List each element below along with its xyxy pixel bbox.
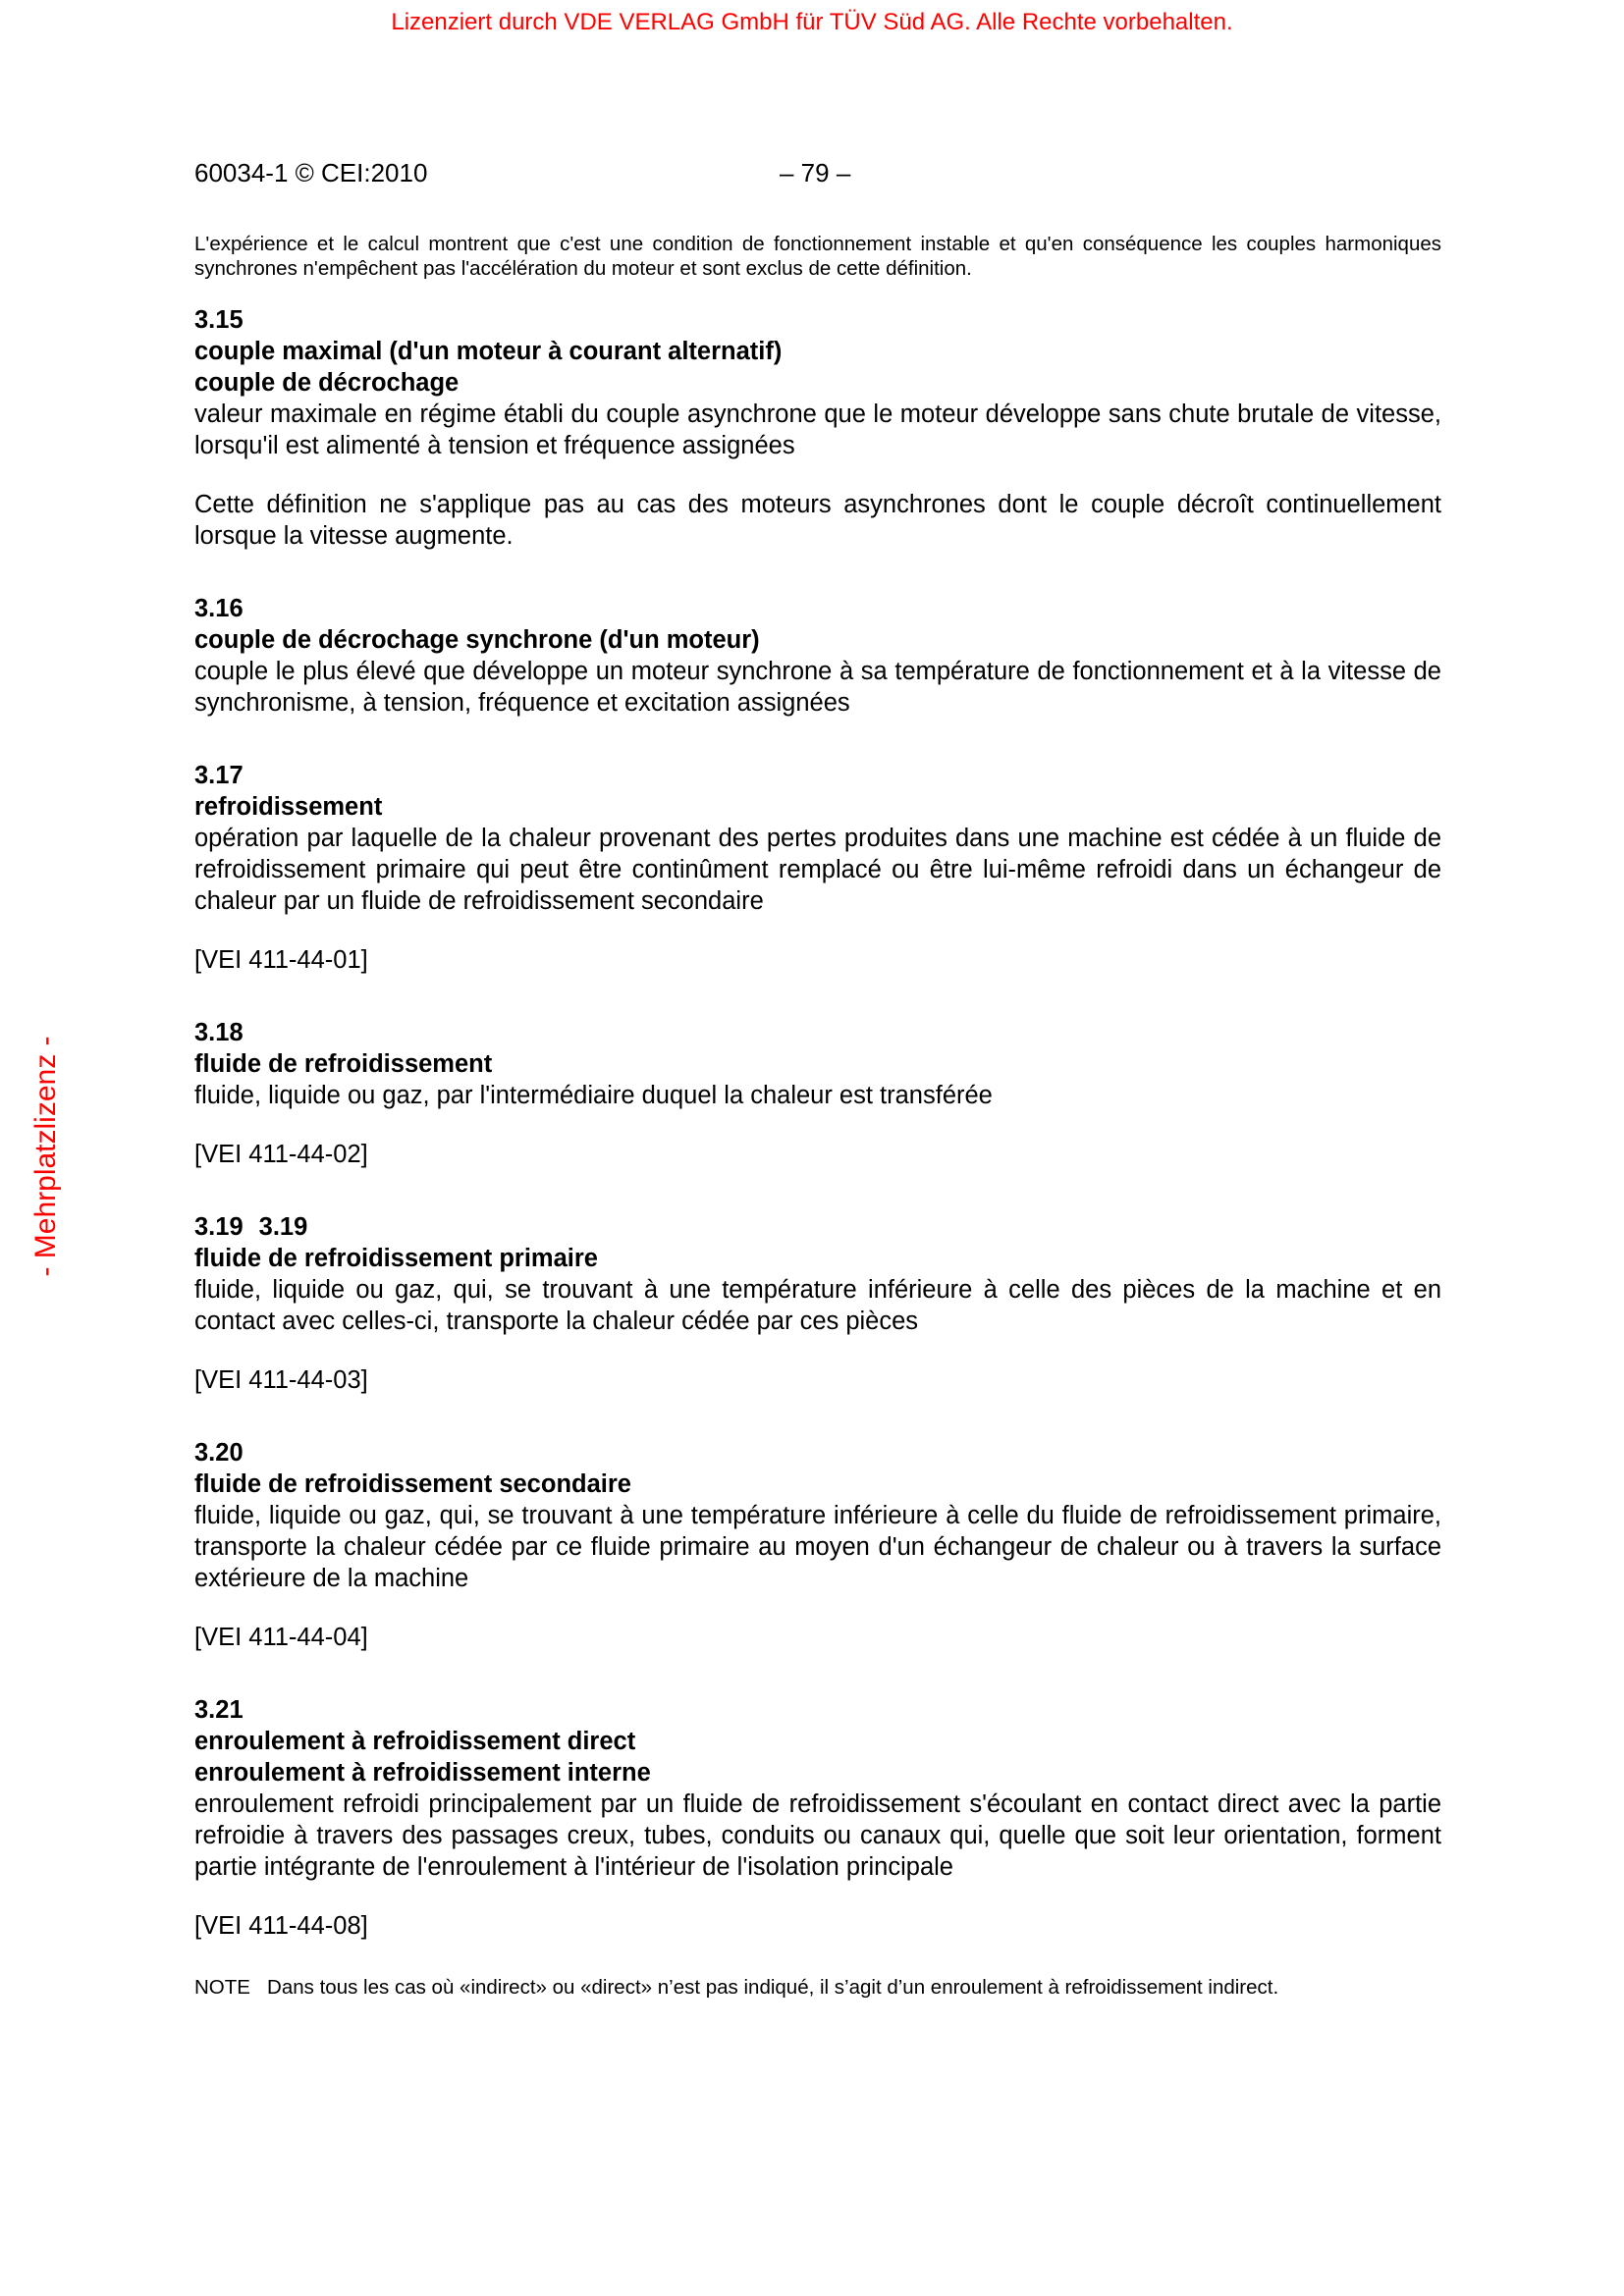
term-definition: enroulement refroidi principalement par un fluide de refroidissement s'écoulant en contact direct avec la partie refroidie à travers des passages creux, tubes, conduits ou canaux qui, quelle que soit leur orientation, forment partie intégrante de l'enroulement à l'intérieur de l'isolation principale — [194, 1790, 1441, 1881]
page-number: – 79 – — [780, 158, 851, 187]
term-number: 3.17 — [194, 762, 244, 789]
term-number: 3.16 — [194, 595, 244, 622]
license-banner: Lizenziert durch VDE VERLAG GmbH für TÜV Süd AG. Alle Rechte vorbehalten. — [391, 9, 1233, 35]
term-name: refroidissement — [194, 793, 383, 821]
side-watermark: - Mehrplatzlizenz - — [29, 1036, 62, 1277]
term-definition: opération par laquelle de la chaleur provenant des pertes produites dans une machine est cédée à un fluide de refroidissement primaire qui peut être continûment remplacé ou être lui-même refroidi dans un échangeur de chaleur par un fluide de refroidissement secondaire — [194, 825, 1441, 915]
term-3-20 — [194, 1437, 1441, 1653]
term-name: couple de décrochage synchrone (d'un moteur) — [194, 626, 760, 654]
term-3-19 — [194, 1211, 1441, 1396]
term-3-15 — [194, 304, 1441, 552]
term-synonym: couple de décrochage — [194, 369, 460, 397]
term-definition: fluide, liquide ou gaz, par l'intermédiaire duquel la chaleur est transférée — [194, 1082, 993, 1109]
iev-reference: [VEI 411-44-02] — [194, 1141, 368, 1168]
term-name: fluide de refroidissement — [194, 1050, 493, 1078]
iev-reference: [VEI 411-44-04] — [194, 1624, 368, 1651]
term-note: Cette définition ne s'applique pas au cas des moteurs asynchrones dont le couple décroît continuellement lorsque la vitesse augmente. — [194, 491, 1441, 550]
term-number: 3.15 — [194, 306, 244, 334]
term-definition: couple le plus élevé que développe un moteur synchrone à sa température de fonctionnement et à la vitesse de synchronisme, à tension, fréquence et excitation assignées — [194, 658, 1441, 717]
term-synonym: enroulement à refroidissement interne — [194, 1759, 651, 1787]
note-text: Dans tous les cas où «indirect» ou «direct» n’est pas indiqué, il s’agit d’un enroulement à refroidissement indirect. — [267, 1976, 1279, 1999]
term-definition: fluide, liquide ou gaz, qui, se trouvant à une température inférieure à celle des pièces de la machine et en contact avec celles-ci, transporte la chaleur cédée par ces pièces — [194, 1276, 1441, 1335]
term-number: 3.21 — [194, 1696, 244, 1724]
term-3-17 — [194, 760, 1441, 976]
term-number-first: 3.19 — [194, 1213, 244, 1241]
term-3-21 — [194, 1694, 1441, 1942]
final-note — [194, 1975, 1441, 2000]
term-number: 3.18 — [194, 1019, 244, 1046]
iev-reference: [VEI 411-44-08] — [194, 1912, 368, 1940]
term-number: 3.20 — [194, 1439, 244, 1467]
document-body — [194, 232, 1441, 2000]
note-label: NOTE — [194, 1976, 250, 1999]
term-name: fluide de refroidissement primaire — [194, 1245, 598, 1272]
term-name: enroulement à refroidissement direct — [194, 1728, 636, 1755]
term-3-18 — [194, 1017, 1441, 1170]
term-definition: fluide, liquide ou gaz, qui, se trouvant à une température inférieure à celle du fluide de refroidissement primaire, transporte la chaleur cédée par ce fluide primaire au moyen d'un échangeur de chaleur ou à travers la surface extérieure de la machine — [194, 1502, 1441, 1592]
intro-paragraph: L'expérience et le calcul montrent que c'est une condition de fonctionnement instable et qu'en conséquence les couples harmoniques synchrones n'empêchent pas l'accélération du moteur et sont exclus de cette définition. — [194, 233, 1441, 280]
term-number — [194, 1211, 1441, 1243]
term-name: fluide de refroidissement secondaire — [194, 1470, 631, 1498]
standard-reference: 60034-1 © CEI:2010 — [194, 158, 428, 187]
term-3-16 — [194, 593, 1441, 719]
iev-reference: [VEI 411-44-03] — [194, 1366, 368, 1394]
term-number-repeat: 3.19 — [258, 1213, 308, 1241]
term-definition: valeur maximale en régime établi du couple asynchrone que le moteur développe sans chute brutale de vitesse, lorsqu'il est alimenté à tension et fréquence assignées — [194, 400, 1441, 459]
term-name: couple maximal (d'un moteur à courant alternatif) — [194, 338, 783, 365]
iev-reference: [VEI 411-44-01] — [194, 946, 368, 974]
